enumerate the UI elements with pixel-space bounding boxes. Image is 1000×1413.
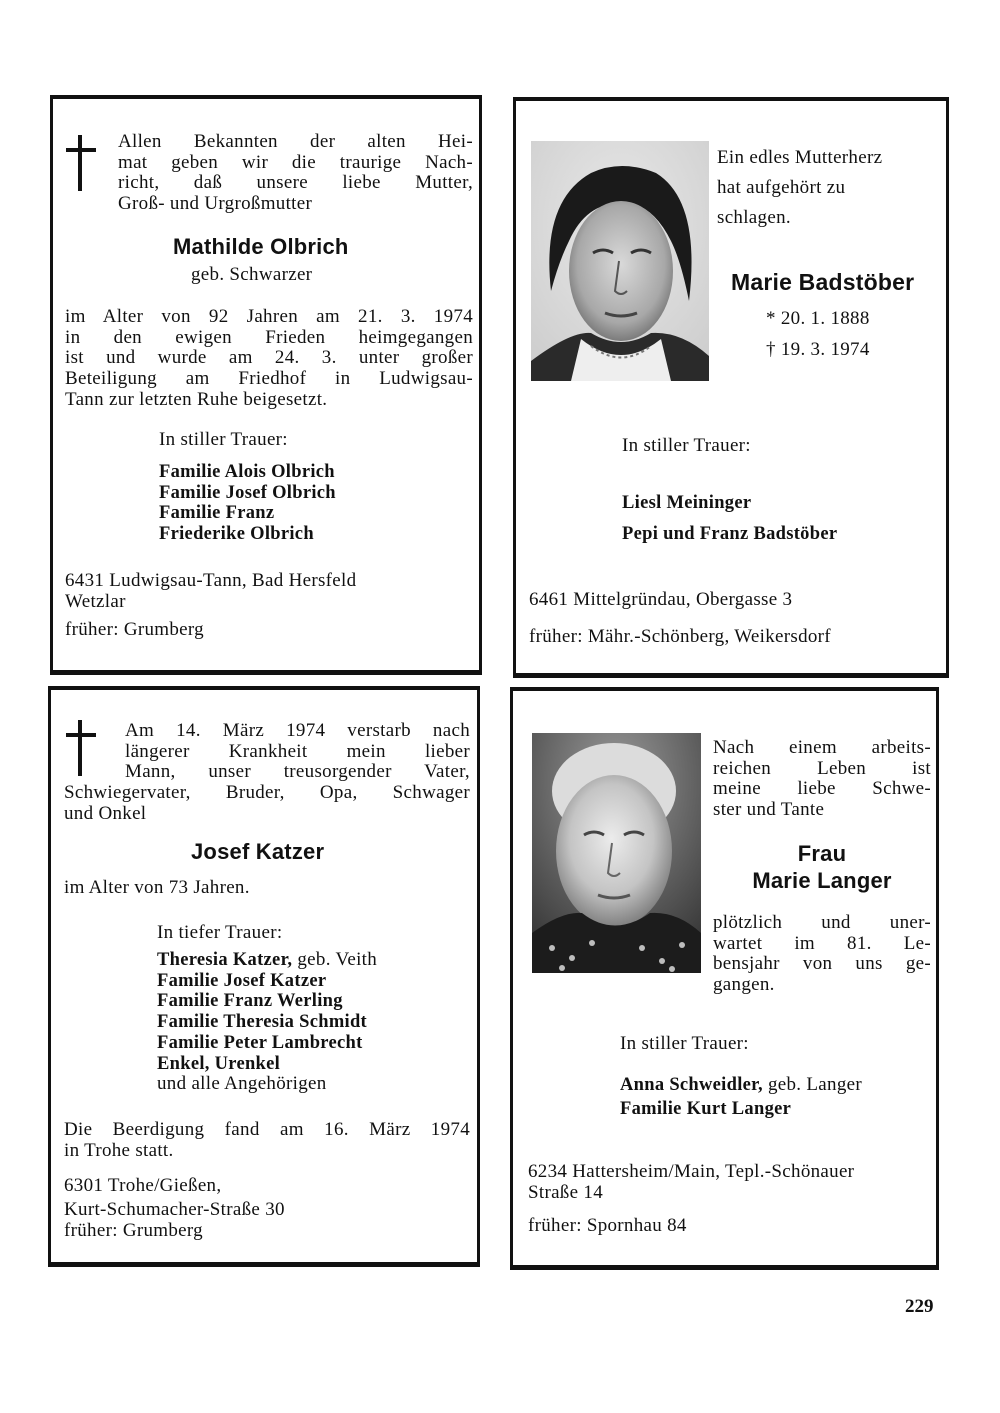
- intro-line: und Onkel: [64, 802, 147, 824]
- mourner: Familie Josef Olbrich: [159, 482, 336, 503]
- notice-intro: [717, 143, 882, 233]
- intro-line: mat geben wir die traurige Nach-: [118, 151, 473, 173]
- detail-line: Beteiligung am Friedhof in Ludwigsau-: [65, 368, 473, 390]
- notice-details: [713, 913, 931, 996]
- intro-line: richt, daß unsere liebe Mutter,: [118, 172, 473, 194]
- intro-line: Am 14. März 1974 verstarb nach: [125, 720, 470, 741]
- portrait-image: [531, 141, 709, 381]
- mourner-name: Theresia Katzer,: [157, 950, 293, 970]
- mourner: [620, 1073, 862, 1097]
- intro-line: schlagen.: [717, 207, 791, 228]
- address-line: Straße 14: [528, 1181, 603, 1203]
- notice-intro: [118, 132, 473, 215]
- cross-icon: [66, 720, 96, 776]
- mourner: Pepi und Franz Badstöber: [622, 524, 838, 544]
- mourning-heading: In tiefer Trauer:: [157, 922, 283, 943]
- notice-intro: [125, 721, 470, 783]
- address-line: 6431 Ludwigsau-Tann, Bad Hersfeld: [65, 570, 357, 591]
- intro-line: ster und Tante: [713, 799, 825, 821]
- address: 6461 Mittelgründau, Obergasse 3: [529, 589, 793, 610]
- mourner: Familie Franz Werling: [157, 991, 343, 1012]
- obituary-mathilde-olbrich: [50, 95, 482, 675]
- name-line: Marie Langer: [752, 868, 892, 893]
- notice-intro-cont: [64, 783, 470, 824]
- detail-line: in den ewigen Frieden heimgegangen: [65, 326, 473, 348]
- notice-details: [65, 307, 473, 411]
- detail-line: bensjahr von uns ge-: [713, 953, 931, 975]
- mourner-name: Anna Schweidler,: [620, 1075, 763, 1095]
- name-line: Frau: [797, 841, 847, 866]
- funeral-line: in Trohe statt.: [64, 1139, 174, 1161]
- birth-date: * 20. 1. 1888: [766, 308, 870, 329]
- mourners-list: [622, 488, 837, 550]
- deceased-name: Marie Badstöber: [731, 269, 915, 295]
- death-date: † 19. 3. 1974: [766, 339, 870, 360]
- detail-line: im Alter von 92 Jahren am 21. 3. 1974: [65, 306, 473, 327]
- detail-line: ist und wurde am 24. 3. unter großer: [65, 347, 473, 369]
- deceased-name: Josef Katzer: [191, 839, 325, 864]
- former-hometown: früher: Grumberg: [65, 619, 204, 640]
- obituary-marie-badstoeber: [513, 97, 949, 678]
- mourner: Familie Theresia Schmidt: [157, 1012, 368, 1033]
- cross-icon: [66, 135, 96, 191]
- mourner: Familie Peter Lambrecht: [157, 1032, 363, 1053]
- mourners-list: [159, 462, 336, 545]
- mourners-list: [620, 1073, 862, 1121]
- address-line: Kurt-Schumacher-Straße 30: [64, 1199, 285, 1220]
- former-hometown: früher: Mähr.-Schönberg, Weikersdorf: [529, 626, 831, 647]
- mourner: Familie Josef Katzer: [157, 970, 327, 991]
- former-hometown: früher: Grumberg: [64, 1220, 203, 1241]
- portrait-photo: [532, 733, 701, 973]
- mourning-heading: In stiller Trauer:: [159, 429, 288, 450]
- intro-line: Ein edles Mutterherz: [717, 147, 883, 168]
- former-hometown: früher: Spornhau 84: [528, 1215, 687, 1236]
- funeral-info: [64, 1120, 470, 1161]
- age-at-death: im Alter von 73 Jahren.: [64, 877, 250, 898]
- address-line: Wetzlar: [65, 590, 126, 612]
- deceased-name: Mathilde Olbrich: [173, 234, 349, 259]
- portrait-image: [532, 733, 701, 973]
- mourner: Enkel, Urenkel: [157, 1053, 281, 1074]
- funeral-line: Die Beerdigung fand am 16. März 1974: [64, 1119, 470, 1140]
- detail-line: Tann zur letzten Ruhe beigesetzt.: [65, 388, 328, 410]
- mourning-heading: In stiller Trauer:: [620, 1033, 749, 1054]
- detail-line: wartet im 81. Le-: [713, 932, 931, 954]
- maiden-name: geb. Schwarzer: [191, 264, 313, 285]
- address-line: 6234 Hattersheim/Main, Tepl.-Schönauer: [528, 1161, 855, 1182]
- address: [528, 1162, 854, 1203]
- mourner: Liesl Meininger: [622, 493, 752, 513]
- mourner: Familie Alois Olbrich: [159, 462, 335, 482]
- mourner: und alle Angehörigen: [157, 1073, 327, 1095]
- mourner: Familie Kurt Langer: [620, 1099, 792, 1119]
- intro-line: Allen Bekannten der alten Hei-: [118, 131, 473, 152]
- mourners-list: [157, 950, 377, 1095]
- detail-line: gangen.: [713, 974, 775, 996]
- address: [65, 571, 356, 612]
- address-line: 6301 Trohe/Gießen,: [64, 1175, 222, 1196]
- portrait-photo: [531, 141, 709, 381]
- page-number: 229: [905, 1296, 934, 1317]
- address: [64, 1174, 285, 1222]
- obituary-josef-katzer: [48, 686, 480, 1267]
- notice-intro: [713, 738, 931, 821]
- intro-line: Nach einem arbeits-: [713, 737, 931, 758]
- detail-line: plötzlich und uner-: [713, 912, 931, 933]
- mourner: [157, 950, 377, 971]
- deceased-name: [713, 840, 931, 894]
- mourner: Familie Franz: [159, 503, 275, 524]
- mourner: Friederike Olbrich: [159, 524, 314, 545]
- obituary-marie-langer: [510, 687, 939, 1270]
- intro-line: Groß- und Urgroßmutter: [118, 193, 313, 215]
- mourning-heading: In stiller Trauer:: [622, 435, 751, 456]
- intro-line: hat aufgehört zu: [717, 177, 846, 198]
- mourner-maiden: geb. Langer: [762, 1074, 862, 1095]
- intro-line: meine liebe Schwe-: [713, 778, 931, 800]
- intro-line: längerer Krankheit mein lieber: [125, 740, 470, 762]
- intro-line: reichen Leben ist: [713, 757, 931, 779]
- intro-line: Schwiegervater, Bruder, Opa, Schwager: [64, 782, 470, 803]
- intro-line: Mann, unser treusorgender Vater,: [125, 761, 470, 783]
- mourner-maiden: geb. Veith: [292, 949, 378, 970]
